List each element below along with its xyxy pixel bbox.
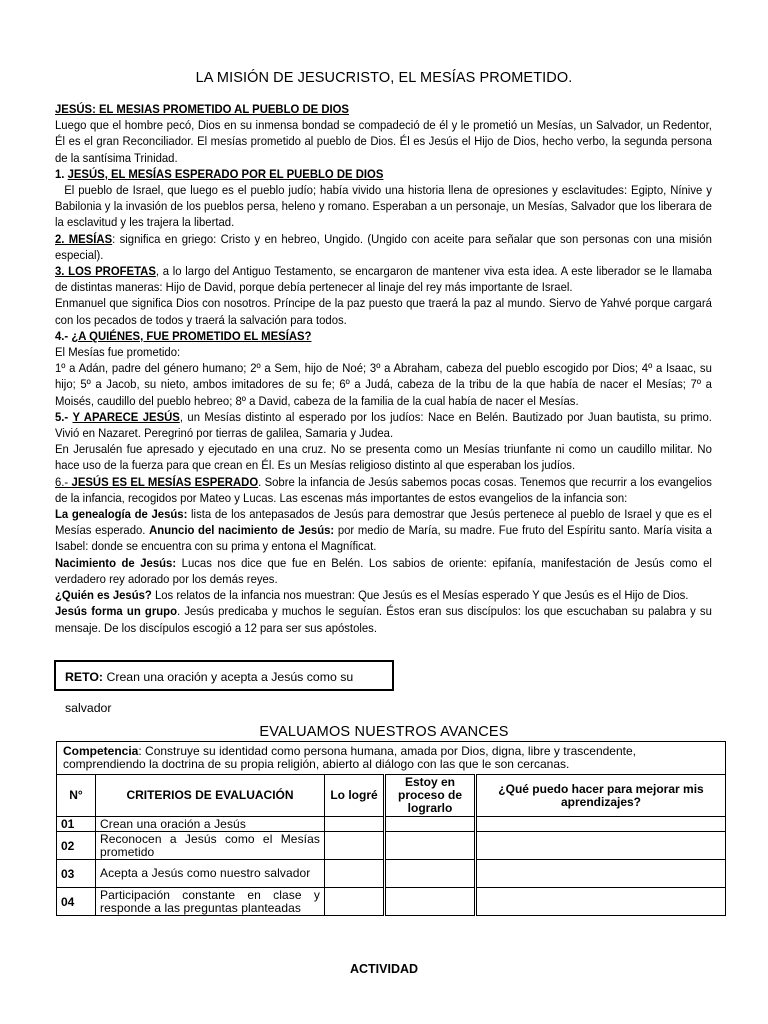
section-2 (55, 231, 712, 263)
annunciation-label: Anuncio del nacimiento de Jesús: (149, 523, 335, 538)
section-heading: JESÚS, EL MESÍAS ESPERADO POR EL PUEBLO DE DIOS (67, 166, 384, 181)
improve-cell[interactable] (476, 817, 726, 832)
genealogy-text: lista de los antepasados de Jesús para demostrar que Jesús pertenece al pueblo de Israel y que es el Mesías esperado. (55, 507, 712, 538)
section-number: 4.- (55, 328, 72, 343)
evaluation-title: EVALUAMOS NUESTROS AVANCES (259, 724, 509, 740)
section-6 (55, 474, 712, 636)
genealogy-label: La genealogía de Jesús: (55, 507, 188, 522)
in-progress-cell[interactable] (385, 832, 476, 860)
header-improve: ¿Qué puedo hacer para mejorar mis aprendizajes? (476, 775, 726, 817)
section-heading: 3. LOS PROFETAS (55, 264, 156, 279)
group-text: . Jesús predicaba y muchos le seguían. Éstos eran sus discípulos: los que escuchaban su palabra y su mensaje. De los discípulos escogió a 12 para ser sus apóstoles. (55, 604, 712, 635)
section-text: , un Mesías distinto al esperado por los judíos: Nace en Belén. Bautizado por Juan bautista, su primo. Vivió en Nazaret. Peregrinó por tierras de galilea, Samaria y Judea. (55, 409, 712, 441)
section-text: . Sobre la infancia de Jesús sabemos pocas cosas. Tenemos que recurrir a los evangelios de la infancia, recogidos por Mateo y Lucas. Las escenas más importantes de estos evangelios de la infancia son: (55, 474, 712, 505)
section-text-2: Enmanuel que significa Dios con nosotros. Príncipe de la paz puesto que traerá la paz al mundo. Siervo de Yahvé porque cargará con los pecados de todos y traerá la salvación para todos. (55, 296, 712, 327)
row-criterion: Crean una oración a Jesús (96, 817, 325, 832)
birth-text: Lucas nos dice que fue en Belén. Los sabios de oriente: epifanía, manifestación de Jesús como el verdadero rey adorado por los demás reyes. (55, 555, 712, 586)
row-number: 02 (57, 832, 96, 860)
challenge-text: Crean una oración y acepta a Jesús como su salvador (65, 670, 354, 715)
section-heading: JESÚS: EL MESIAS PROMETIDO AL PUEBLO DE DIOS (55, 102, 349, 116)
competency-label: Competencia (63, 743, 139, 758)
row-number: 01 (57, 817, 96, 832)
section-heading: JESÚS ES EL MESÍAS ESPERADO (71, 474, 259, 489)
improve-cell[interactable] (476, 888, 726, 916)
section-text: 1º a Adán, padre del género humano; 2º a Sem, hijo de Noé; 3º a Abraham, cabeza del pueblo escogido por Dios; 4º a Isaac, su hijo; 5º a Jacob, su nieto, ambos imitadores de su fe; 6º a Judá, cabeza de la tribu de la que había de nacer el Mesías; 7º a Moisés, caudillo del pueblo hebreo; 8º a David, cabeza de la familia de la cual había de nacer el Mesías. (55, 361, 712, 408)
table-row (57, 888, 726, 916)
row-criterion: Participación constante en clase y responde a las preguntas planteadas (96, 888, 325, 916)
competency-cell (57, 742, 726, 775)
section-4 (55, 328, 712, 409)
in-progress-cell[interactable] (385, 860, 476, 888)
section-heading: 2. MESÍAS (55, 231, 113, 246)
section-text: Luego que el hombre pecó, Dios en su inmensa bondad se compadeció de él y le prometió un Mesías, un Salvador, un Redentor, Él es el gran Reconciliador. El mesías prometido al pueblo de Dios. Él es Jesús el Hijo de Dios, hecho verbo, la segunda persona de la santísima Trinidad. (55, 118, 712, 165)
section-5 (55, 409, 712, 474)
header-criteria: CRITERIOS DE EVALUACIÓN (96, 775, 325, 817)
table-row (57, 832, 726, 860)
section-intro-text: El Mesías fue prometido: (55, 345, 181, 360)
table-row (57, 817, 726, 832)
who-label: ¿Quién es Jesús? (55, 588, 152, 603)
achieved-cell[interactable] (325, 817, 385, 832)
section-text: : significa en griego: Cristo y en hebreo, Ungido. (Ungido con aceite para señalar que son personas con una misión especial). (55, 231, 712, 262)
section-3 (55, 263, 712, 328)
section-heading: Y APARECE JESÚS (72, 409, 180, 424)
improve-cell[interactable] (476, 860, 726, 888)
section-text: El pueblo de Israel, que luego es el pueblo judío; había vivido una historia llena de opresiones y esclavitudes: Egipto, Nínive y Babilonia y la invasión de los pueblos persa, heleno y romano. Esperaban a un personaje, un Mesías, Salvador que los liberara de la esclavitud y les trajera la libertad. (55, 183, 712, 230)
section-number: 6.- (55, 474, 72, 489)
group-label: Jesús forma un grupo (55, 604, 177, 619)
in-progress-cell[interactable] (385, 817, 476, 832)
section-text: , a lo largo del Antiguo Testamento, se encargaron de mantener viva esta idea. A este liberador se le llamaba de distintas maneras: Hijo de David, porque debía pertenecer al linaje del rey más importante de Israel. (55, 264, 712, 295)
row-criterion: Reconocen a Jesús como el Mesías prometido (96, 832, 325, 860)
section-text-2: En Jerusalén fue apresado y ejecutado en una cruz. No se presenta como un Mesías triunfante ni como un caudillo militar. No hace uso de la fuerza para que crean en Él. Es un Mesías religioso distinto al que esperaban los judíos. (55, 442, 712, 473)
section-number: 1. (55, 166, 68, 181)
challenge-box (54, 660, 394, 715)
document-title: LA MISIÓN DE JESUCRISTO, EL MESÍAS PROMETIDO. (195, 70, 573, 86)
birth-label: Nacimiento de Jesús: (55, 555, 177, 570)
document-body (55, 101, 712, 636)
table-row (57, 860, 726, 888)
row-number: 04 (57, 888, 96, 916)
in-progress-cell[interactable] (385, 888, 476, 916)
section-number: 5.- (55, 409, 73, 424)
who-text: Los relatos de la infancia nos muestran: Que Jesús es el Mesías esperado Y que Jesús es el Hijo de Dios. (151, 588, 689, 603)
competency-text: : Construye su identidad como persona humana, amada por Dios, digna, libre y trascendente, comprendiendo la doctrina de su propia religión, abierto al diálogo con las que le son cercanas. (63, 743, 636, 771)
header-achieved: Lo logré (325, 775, 385, 817)
table-header-row (57, 775, 726, 817)
section-intro (55, 101, 712, 166)
section-1 (55, 166, 712, 231)
header-in-progress: Estoy en proceso de lograrlo (385, 775, 476, 817)
achieved-cell[interactable] (325, 888, 385, 916)
improve-cell[interactable] (476, 832, 726, 860)
section-heading: ¿A QUIÉNES, FUE PROMETIDO EL MESÍAS? (71, 328, 312, 343)
activity-heading: ACTIVIDAD (349, 962, 419, 976)
evaluation-table (56, 741, 726, 916)
header-number: N° (57, 775, 96, 817)
challenge-label: RETO: (65, 670, 104, 684)
competency-row (57, 742, 726, 775)
achieved-cell[interactable] (325, 832, 385, 860)
annunciation-text: por medio de María, su madre. Fue fruto del Espíritu santo. María visita a Isabel: donde se encuentra con su prima y entona el Magníficat. (55, 523, 712, 554)
achieved-cell[interactable] (325, 860, 385, 888)
row-criterion: Acepta a Jesús como nuestro salvador (96, 860, 325, 888)
row-number: 03 (57, 860, 96, 888)
